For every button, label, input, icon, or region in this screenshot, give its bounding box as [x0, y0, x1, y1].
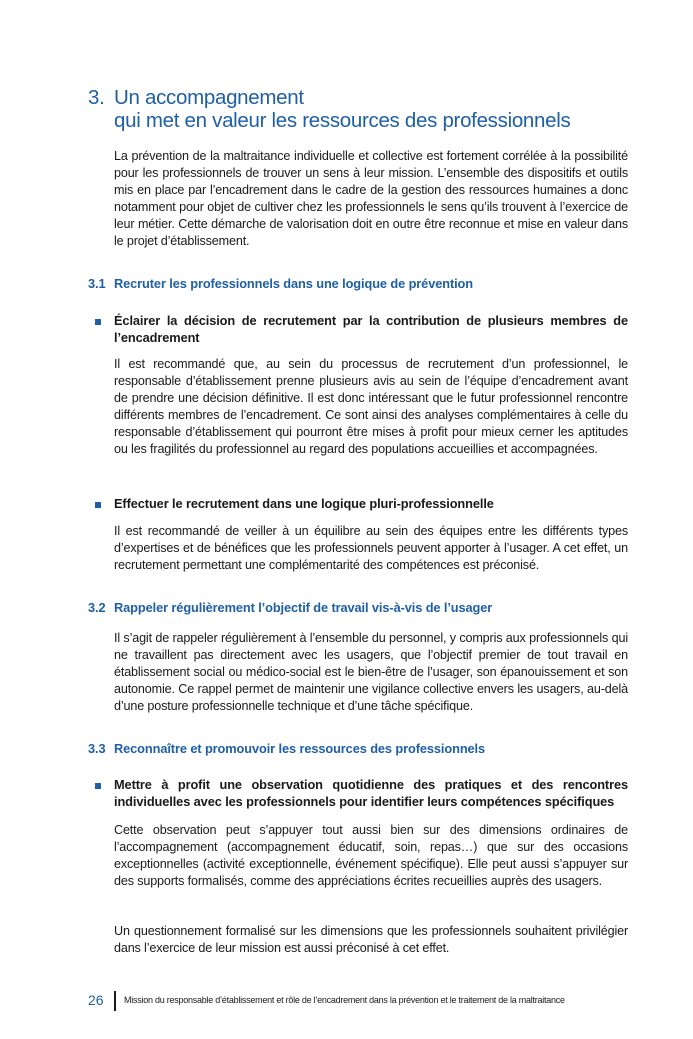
footer-divider	[114, 991, 116, 1011]
bullet-paragraph: Il est recommandé de veiller à un équilibre au sein des équipes entre les différents types d’expertises et de bénéfices que les professionnels peuvent apporter à l’usager. A cet effet, un recrutement permettant une complémentarité des compétences est préconisé.	[114, 524, 628, 572]
section-paragraph: Il s’agit de rappeler régulièrement à l’ensemble du personnel, y compris aux professionnels qui ne travaillent pas directement avec les usagers, que l’objectif premier de tout travail en établissement social ou médico-social est le bien-être de l’usager, son épanouissement et son autonomie. Ce rappel permet de maintenir une vigilance collective envers les usagers, au-delà d’une posture professionnelle technique et d’une tâche spécifique.	[114, 631, 628, 713]
chapter-title-line-1: Un accompagnement	[114, 86, 304, 109]
section-number: 3.2	[88, 600, 106, 615]
chapter-number: 3.	[88, 86, 105, 109]
section-title: Recruter les professionnels dans une logique de prévention	[114, 276, 473, 291]
section-heading-3-3	[88, 740, 648, 757]
bullet-paragraph-2: Un questionnement formalisé sur les dimensions que les professionnels souhaitent privilégier dans l’exercice de leur mission est aussi préconisé à cet effet.	[114, 924, 628, 955]
section-title: Reconnaître et promouvoir les ressources des professionnels	[114, 741, 486, 756]
section-number: 3.1	[88, 276, 106, 291]
section-heading-3-1	[88, 275, 648, 292]
bullet-square-icon	[95, 783, 101, 789]
bullet-square-icon	[95, 319, 101, 325]
bullet-heading: Mettre à profit une observation quotidienne des pratiques et des rencontres individuelles avec les professionnels pour identifier leurs compétences spécifiques	[114, 777, 628, 809]
section-number: 3.3	[88, 741, 106, 756]
section-heading-3-2	[88, 599, 648, 616]
intro-paragraph: La prévention de la maltraitance individuelle et collective est fortement corrélée à la possibilité pour les professionnels de trouver un sens à leur mission. L’ensemble des dispositifs et outils mis en place par l’encadrement dans le cadre de la gestion des ressources humaines a donc notamment pour objet de cultiver chez les professionnels le sens qu’ils trouvent à l’exercice de leur métier. Cette démarche de valorisation doit en outre être reconnue et mise en valeur dans le projet d’établissement.	[114, 149, 628, 248]
bullet-paragraph: Cette observation peut s’appuyer tout aussi bien sur des dimensions ordinaires de l’accompagnement (accompagnement éducatif, soin, repas…) que sur des occasions exceptionnelles (activité exceptionnelle, événement spécifique). Elle peut aussi s’appuyer sur des supports formalisés, comme des appréciations écrites recueillies auprès des usagers.	[114, 823, 628, 888]
bullet-paragraph: Il est recommandé que, au sein du processus de recrutement d’un professionnel, le responsable d’établissement prenne plusieurs avis au sein de l’équipe d’encadrement avant de prendre une décision définitive. Il est donc intéressant que le futur professionnel rencontre différents membres de l’encadrement. Ce sont ainsi des analyses complémentaires à celle du responsable d’établissement qui pourront être mises à profit pour mieux cerner les aptitudes ou les fragilités du professionnel au regard des populations accueillies et accompagnées.	[114, 357, 628, 456]
bullet-heading: Éclairer la décision de recrutement par la contribution de plusieurs membres de l’encadrement	[114, 313, 628, 345]
bullet-heading: Effectuer le recrutement dans une logique pluri-professionnelle	[114, 496, 494, 511]
footer-text: Mission du responsable d’établissement et rôle de l’encadrement dans la prévention et le traitement de la maltraitance	[124, 995, 565, 1005]
section-title: Rappeler régulièrement l’objectif de travail vis-à-vis de l’usager	[114, 600, 493, 615]
page-footer	[88, 991, 648, 1011]
page-number: 26	[88, 992, 104, 1008]
chapter-title-line-2: qui met en valeur les ressources des professionnels	[114, 109, 571, 132]
bullet-square-icon	[95, 502, 101, 508]
